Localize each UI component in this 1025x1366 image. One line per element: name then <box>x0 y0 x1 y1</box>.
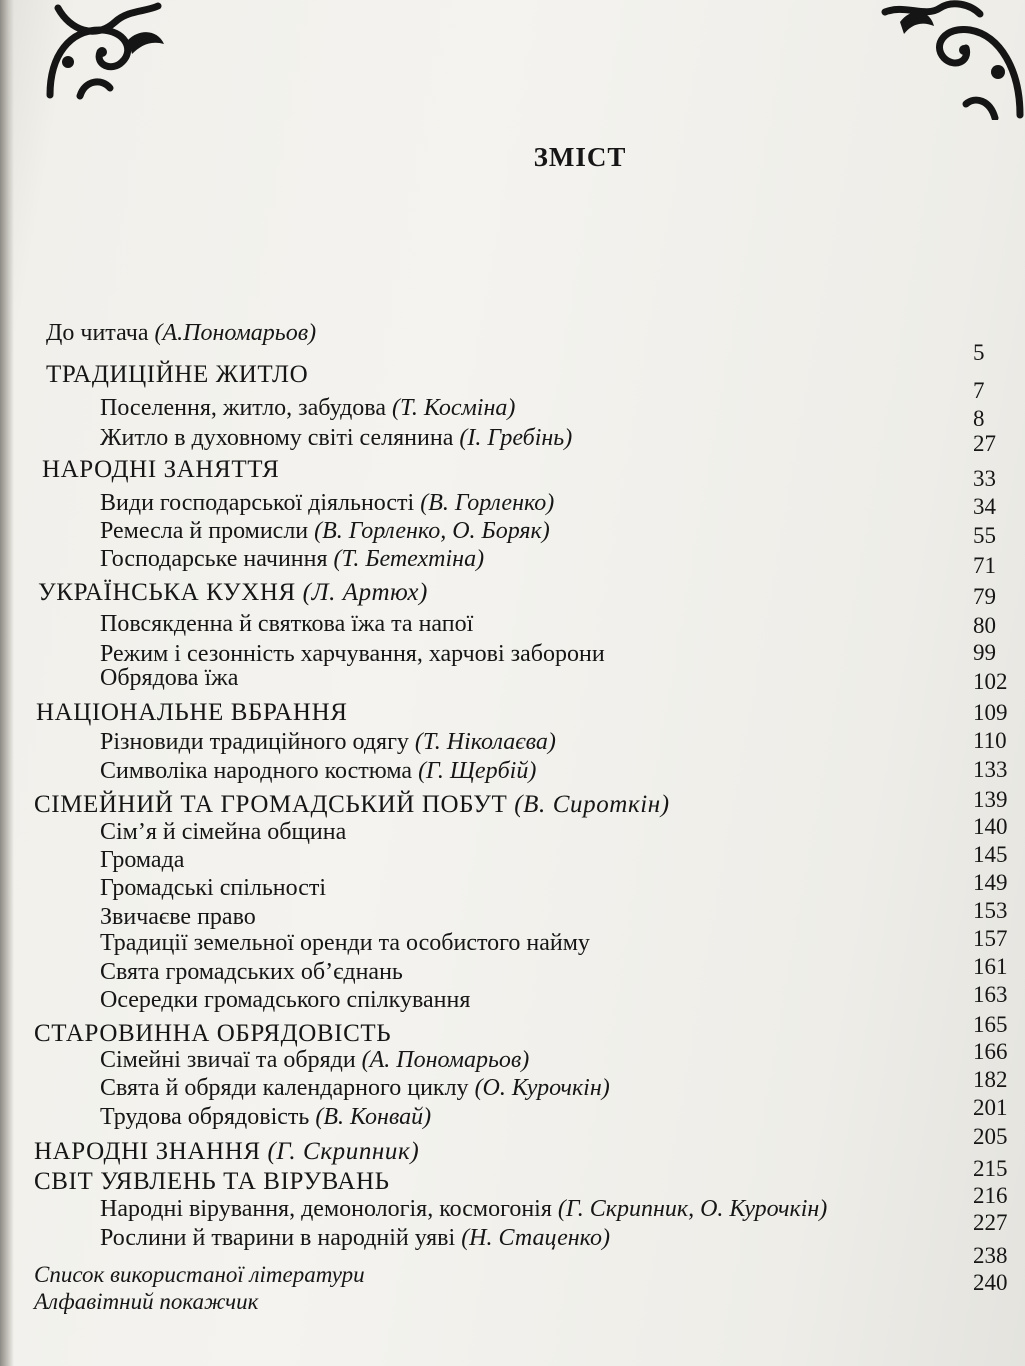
page-number: 153 <box>973 898 1008 923</box>
toc-subentry <box>100 987 470 1014</box>
entry-title: Список використаної літератури <box>34 1262 365 1287</box>
entry-author: (Т. Ніколаєва) <box>414 729 556 755</box>
page-number: 109 <box>973 700 1008 725</box>
toc-subentry <box>100 490 554 517</box>
entry-author: (В. Горленко, О. Боряк) <box>314 518 550 544</box>
page-number: 79 <box>973 584 996 609</box>
entry-author: (Л. Артюх) <box>302 579 428 606</box>
entry-author: (Н. Стаценко) <box>461 1225 610 1251</box>
page-number: 145 <box>973 842 1008 867</box>
toc-subentry <box>100 1047 529 1074</box>
toc-subentry <box>100 875 326 902</box>
entry-title: Обрядова їжа <box>100 665 239 691</box>
entry-title: Алфавітний покажчик <box>34 1289 259 1314</box>
toc-subentry <box>100 518 550 545</box>
entry-author: (А.Пономарьов) <box>154 320 317 346</box>
entry-title: Традиції земельної оренди та особистого найму <box>100 930 590 956</box>
page-number: 163 <box>973 982 1008 1007</box>
corner-ornament-right-icon <box>880 0 1025 120</box>
entry-title: Сімейні звичаї та обряди <box>100 1047 356 1073</box>
page-number: 161 <box>973 954 1008 979</box>
entry-title: Трудова обрядовість <box>100 1104 310 1130</box>
page-number: 71 <box>973 553 996 578</box>
entry-title: Житло в духовному світі селянина <box>100 425 454 451</box>
entry-title: До читача <box>46 320 149 346</box>
entry-author: (В. Горленко) <box>420 490 555 516</box>
page-edge-shadow <box>0 0 14 1366</box>
toc-section-heading <box>34 1138 419 1166</box>
toc-subentry <box>100 729 556 756</box>
entry-author: (І. Гребінь) <box>459 425 573 451</box>
toc-subentry <box>100 959 403 986</box>
page-number: 102 <box>973 669 1008 694</box>
toc-section-heading <box>36 699 348 727</box>
toc-back-matter-entry <box>34 1262 365 1288</box>
entry-title: Громада <box>100 847 185 873</box>
page-number: 149 <box>973 870 1008 895</box>
page-number: 182 <box>973 1067 1008 1092</box>
entry-title: Звичаєве право <box>100 904 256 930</box>
page-number: 227 <box>973 1210 1008 1235</box>
page-number: 27 <box>973 431 996 456</box>
page-number: 133 <box>973 757 1008 782</box>
entry-title: Поселення, житло, забудова <box>100 395 386 421</box>
toc-subentry <box>100 546 484 573</box>
page-number: 80 <box>973 613 996 638</box>
entry-author: (Т. Косміна) <box>391 395 516 421</box>
toc-subentry <box>100 611 473 638</box>
page-number: 166 <box>973 1039 1008 1064</box>
entry-author: (Т. Бетехтіна) <box>333 546 485 572</box>
toc-subentry <box>100 819 346 846</box>
entry-title: Осередки громадського спілкування <box>100 987 471 1013</box>
toc-subentry <box>100 395 515 422</box>
corner-ornament-left-icon <box>40 0 170 100</box>
entry-title: НАРОДНІ ЗАНЯТТЯ <box>42 456 280 483</box>
page-number: 34 <box>973 494 996 519</box>
toc-intro-entry <box>46 320 316 347</box>
page-number: 5 <box>973 340 985 365</box>
page-number: 201 <box>973 1095 1008 1120</box>
toc-subentry <box>100 1196 827 1223</box>
entry-author: (В. Сироткін) <box>514 791 670 818</box>
page-number: 8 <box>973 406 985 431</box>
toc-subentry <box>100 1075 610 1102</box>
page-number: 140 <box>973 814 1008 839</box>
entry-title: Громадські спільності <box>100 875 327 901</box>
page-number: 99 <box>973 640 996 665</box>
toc-section-heading <box>34 1020 391 1048</box>
page-number: 205 <box>973 1124 1008 1149</box>
entry-title: Господарське начиння <box>100 546 328 572</box>
toc-section-heading <box>38 579 428 607</box>
page-number: 215 <box>973 1156 1008 1181</box>
page-number: 157 <box>973 926 1008 951</box>
toc-back-matter-entry <box>34 1289 258 1315</box>
entry-title: Повсякденна й святкова їжа та напої <box>100 611 474 637</box>
entry-title: Свята громадських об’єднань <box>100 959 403 985</box>
page-number: 139 <box>973 787 1008 812</box>
toc-subentry <box>100 665 238 692</box>
toc-subentry <box>100 1104 431 1131</box>
page-number: 240 <box>973 1270 1008 1295</box>
page-title: ЗМІСТ <box>533 142 627 172</box>
entry-author: (А. Пономарьов) <box>361 1047 530 1073</box>
entry-title: Рослини й тварини в народній уяві <box>100 1225 456 1251</box>
page-number: 55 <box>973 523 996 548</box>
entry-title: СТАРОВИННА ОБРЯДОВІСТЬ <box>34 1020 392 1047</box>
page-number: 7 <box>973 378 985 403</box>
entry-title: Свята й обряди календарного циклу <box>100 1075 469 1101</box>
toc-subentry <box>100 847 184 874</box>
toc-section-heading <box>34 791 670 819</box>
toc-subentry <box>100 904 256 931</box>
entry-title: ТРАДИЦІЙНЕ ЖИТЛО <box>46 361 309 388</box>
page-number: 110 <box>973 728 1007 753</box>
entry-title: Символіка народного костюма <box>100 758 413 784</box>
toc-subentry <box>100 758 536 785</box>
toc-subentry <box>100 1225 610 1252</box>
entry-title: Різновиди традиційного одягу <box>100 729 409 755</box>
page-number: 165 <box>973 1012 1008 1037</box>
entry-title: СІМЕЙНИЙ ТА ГРОМАДСЬКИЙ ПОБУТ <box>34 791 508 818</box>
entry-author: (Г. Скрипник) <box>267 1138 420 1165</box>
page-number: 216 <box>973 1183 1008 1208</box>
entry-title: НАРОДНІ ЗНАННЯ <box>34 1138 261 1165</box>
entry-title: УКРАЇНСЬКА КУХНЯ <box>38 579 296 606</box>
entry-title: СВІТ УЯВЛЕНЬ ТА ВІРУВАНЬ <box>34 1168 390 1195</box>
entry-author: (Г. Щербій) <box>418 758 537 784</box>
entry-title: Сім’я й сімейна община <box>100 819 347 845</box>
entry-title: Народні вірування, демонологія, космогонія <box>100 1196 552 1222</box>
toc-subentry <box>100 641 605 668</box>
entry-author: (Г. Скрипник, О. Курочкін) <box>557 1196 828 1222</box>
toc-section-heading <box>46 361 308 389</box>
toc-subentry <box>100 930 590 957</box>
entry-author: (В. Конвай) <box>315 1104 432 1130</box>
page-number: 238 <box>973 1243 1008 1268</box>
entry-title: НАЦІОНАЛЬНЕ ВБРАННЯ <box>36 699 348 726</box>
entry-author: (О. Курочкін) <box>474 1075 610 1101</box>
toc-subentry <box>100 425 572 452</box>
entry-title: Режим і сезонність харчування, харчові заборони <box>100 641 605 667</box>
entry-title: Види господарської діяльності <box>100 490 415 516</box>
entry-title: Ремесла й промисли <box>100 518 309 544</box>
page-number: 33 <box>973 466 996 491</box>
toc-section-heading <box>42 456 279 484</box>
toc-section-heading <box>34 1168 390 1196</box>
